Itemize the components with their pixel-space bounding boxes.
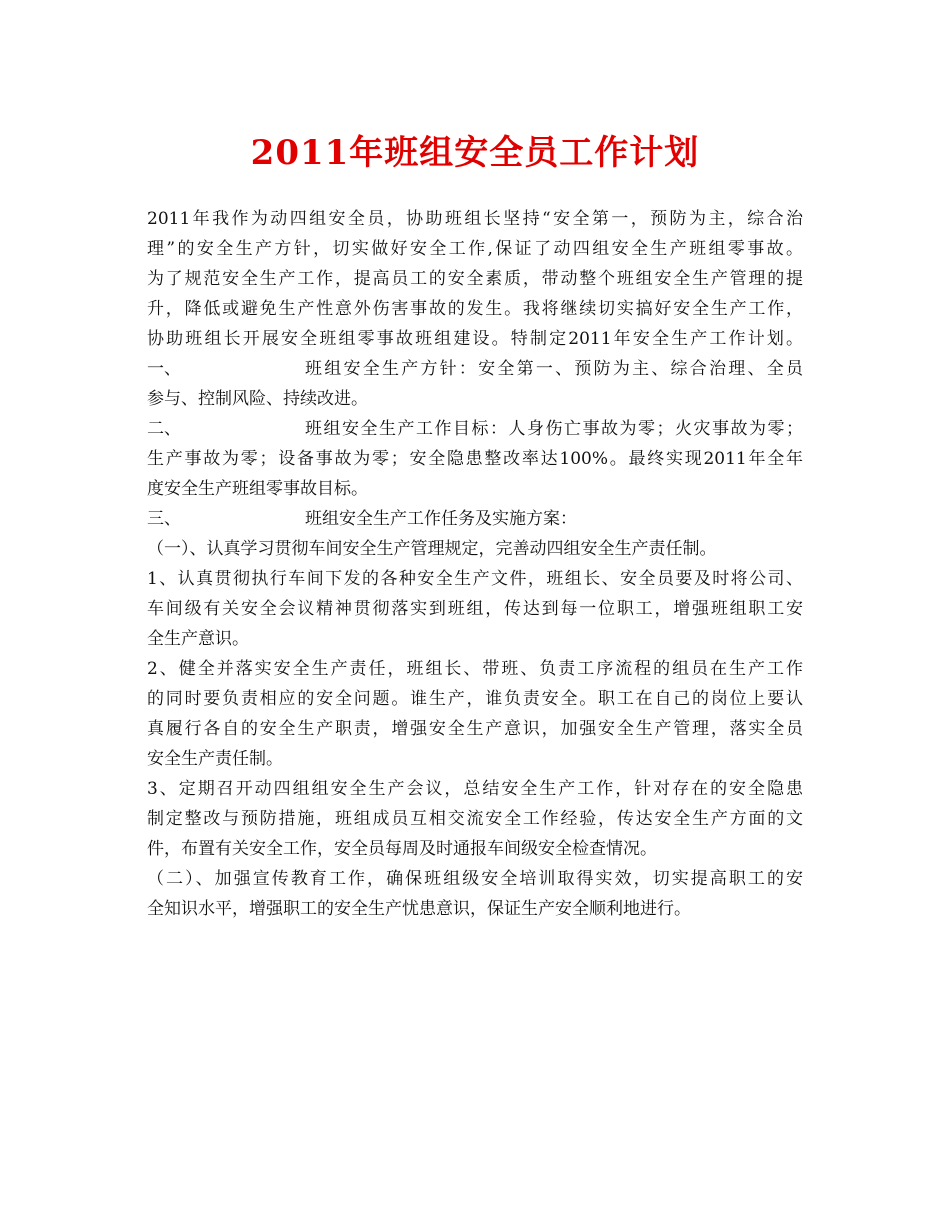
paragraph-line: 件，布置有关安全工作，安全员每周及时通报车间级安全检查情况。	[147, 839, 657, 859]
subsection-heading: （一）、认真学习贯彻车间安全生产管理规定，完善动四组安全生产责任制。	[147, 539, 717, 559]
paragraph-line: 真履行各自的安全生产职责，增强安全生产意识，加强安全生产管理，落实全员	[147, 719, 803, 739]
paragraph-line: 为了规范安全生产工作，提高员工的安全素质，带动整个班组安全生产管理的提	[147, 269, 803, 289]
section-heading-2	[147, 414, 803, 444]
paragraph-line: 制定整改与预防措施，班组成员互相交流安全工作经验，传达安全生产方面的文	[147, 809, 803, 829]
document-body	[147, 204, 803, 924]
paragraph-line: 车间级有关安全会议精神贯彻落实到班组，传达到每一位职工，增强班组职工安	[147, 599, 803, 619]
paragraph-line: 1、认真贯彻执行车间下发的各种安全生产文件，班组长、安全员要及时将公司、	[147, 569, 803, 589]
paragraph-line: 的同时要负责相应的安全问题。谁生产，谁负责安全。职工在自己的岗位上要认	[147, 689, 803, 709]
paragraph-line: 度安全生产班组零事故目标。	[147, 479, 368, 499]
paragraph-line: 参与、控制风险、持续改进。	[147, 389, 368, 409]
section-heading-1	[147, 354, 803, 384]
subsection-heading: （二）、加强宣传教育工作，确保班组级安全培训取得实效，切实提高职工的安	[147, 869, 803, 889]
section-text: 班组安全生产方针：安全第一、预防为主、综合治理、全员	[305, 359, 803, 379]
paragraph-line: 2011年我作为动四组安全员，协助班组长坚持“安全第一，预防为主，综合治	[147, 209, 803, 229]
document-title: 2011年班组安全员工作计划	[250, 133, 700, 173]
section-number: 一、	[147, 359, 181, 379]
paragraph-line: 3、定期召开动四组组安全生产会议，总结安全生产工作，针对存在的安全隐患	[147, 779, 803, 799]
paragraph-line: 全知识水平，增强职工的安全生产忧患意识，保证生产安全顺利地进行。	[147, 899, 691, 919]
section-text: 班组安全生产工作目标：人身伤亡事故为零；火灾事故为零；	[305, 419, 803, 439]
section-heading-3	[147, 504, 803, 534]
paragraph-line: 生产事故为零；设备事故为零；安全隐患整改率达100%。最终实现2011年全年	[147, 449, 803, 469]
paragraph-line: 理”的安全生产方针，切实做好安全工作,保证了动四组安全生产班组零事故。	[147, 239, 803, 259]
paragraph-line: 安全生产责任制。	[147, 749, 283, 769]
paragraph-line: 2、健全并落实安全生产责任，班组长、带班、负责工序流程的组员在生产工作	[147, 659, 803, 679]
paragraph-line: 升，降低或避免生产性意外伤害事故的发生。我将继续切实搞好安全生产工作，	[147, 299, 803, 319]
paragraph-line: 全生产意识。	[147, 629, 249, 649]
section-number: 二、	[147, 419, 181, 439]
section-text: 班组安全生产工作任务及实施方案：	[305, 509, 577, 529]
paragraph-line: 协助班组长开展安全班组零事故班组建设。特制定2011年安全生产工作计划。	[147, 329, 803, 349]
section-number: 三、	[147, 509, 181, 529]
